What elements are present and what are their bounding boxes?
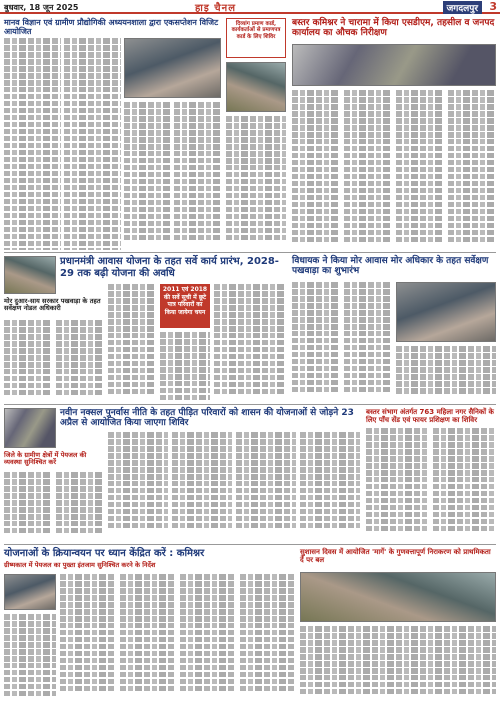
article-body (56, 320, 104, 400)
article-body (160, 332, 210, 404)
article-body (366, 428, 429, 542)
article-photo (4, 574, 56, 610)
newspaper-name: हाइ चैनल (195, 3, 236, 14)
article-headline: बस्तर संभाग अंतर्गत 763 महिला नगर सैनिकों के लिए पाँच सेंड एवं फायर प्रशिक्षण का शिविर (366, 408, 494, 425)
article-headline: मानव विज्ञान एवं ग्रामीण प्रौद्योगिकी अध्ययनशाला द्वारा एकसप्तेशन विजिट आयोजित (4, 18, 219, 37)
article-body (344, 90, 392, 250)
article-body (292, 90, 340, 250)
article-body (60, 574, 116, 704)
article-body (396, 346, 496, 402)
article-headline: योजनाओं के क्रियान्वयन पर ध्यान केंद्रित करें : कमिश्नर (4, 548, 205, 559)
article-body (344, 282, 392, 402)
article-body (4, 320, 52, 400)
section-divider (4, 544, 496, 545)
article-body (174, 102, 221, 250)
article-body (226, 116, 286, 250)
article-body (172, 432, 232, 542)
article-photo (396, 282, 496, 342)
article-body (56, 472, 104, 542)
article-headline: मोर दुआर-साय सरकार पखवाड़ा के तहत सर्वेक्षण नोडल अधिकारी (4, 297, 101, 313)
article-headline: नवीन नक्सल पुनर्वास नीति के तहत पीड़ित परिवारों को शासन की योजनाओं से जोड़ने 23 अप्रैल से आयोजित किया जाएगा शिविर (60, 408, 354, 429)
article-body (64, 38, 121, 250)
article-body (4, 472, 52, 542)
edition-city: जगदलपुर (443, 1, 482, 14)
article-body (300, 626, 496, 704)
page-number: 3 (489, 0, 497, 13)
article-body (4, 614, 56, 704)
pull-quote: 2011 एवं 2018 की सर्वे सूची में छूटे पात्र परिवारों का किया जायेगा चयन (160, 284, 210, 328)
section-divider (4, 252, 496, 253)
article-subheadline: ग्रीष्मकाल में पेयजल का पुख्ता इंतजाम सुनिश्चित करने के निर्देश (4, 561, 156, 569)
article-body (214, 284, 286, 404)
article-headline: सुशासन दिवस में आयोजित 'मार्गे' के गुणवत्तापूर्ण निराकरण को प्राथमिकता दें पर बल (300, 548, 491, 565)
article-headline: विधायक ने किया मोर आवास मोर अधिकार के तहत सर्वेक्षण पखवाड़ा का शुभारंभ (292, 256, 489, 277)
issue-date: बुधवार, 18 जून 2025 (4, 3, 79, 12)
article-photo (4, 256, 56, 294)
article-body (448, 90, 496, 250)
article-body (4, 38, 61, 250)
article-body (124, 102, 171, 250)
article-body (108, 432, 168, 542)
article-body (240, 574, 294, 704)
article-body (120, 574, 176, 704)
section-divider (4, 404, 496, 405)
article-photo (226, 62, 286, 112)
article-body (396, 90, 444, 250)
article-headline: जिले के ग्रामीण क्षेत्रों में पेयजल की व्यवस्था सुनिश्चित करें (4, 451, 87, 467)
article-body (180, 574, 236, 704)
article-photo (300, 572, 496, 622)
article-body (433, 428, 496, 542)
side-news-box (226, 18, 286, 58)
side-news-headline: दिव्यांग प्रमाण कार्ड, कार्यकर्ताओं से प्रमाणपत्र कार्ड के लिए शिविर (231, 21, 281, 40)
article-photo (292, 44, 496, 86)
article-photo (4, 408, 56, 448)
article-body (292, 282, 340, 402)
article-photo (124, 38, 221, 98)
article-headline: बस्तर कमिश्नर ने चारामा में किया एसडीएम, तहसील व जनपद कार्यालय का औचक निरीक्षण (292, 18, 495, 39)
article-body (108, 284, 156, 404)
article-body (236, 432, 296, 542)
article-headline: प्रधानमंत्री आवास योजना के तहत सर्वे कार्य प्रारंभ, 2028-29 तक बढ़ी योजना की अवधि (60, 256, 279, 279)
article-body (300, 432, 360, 542)
